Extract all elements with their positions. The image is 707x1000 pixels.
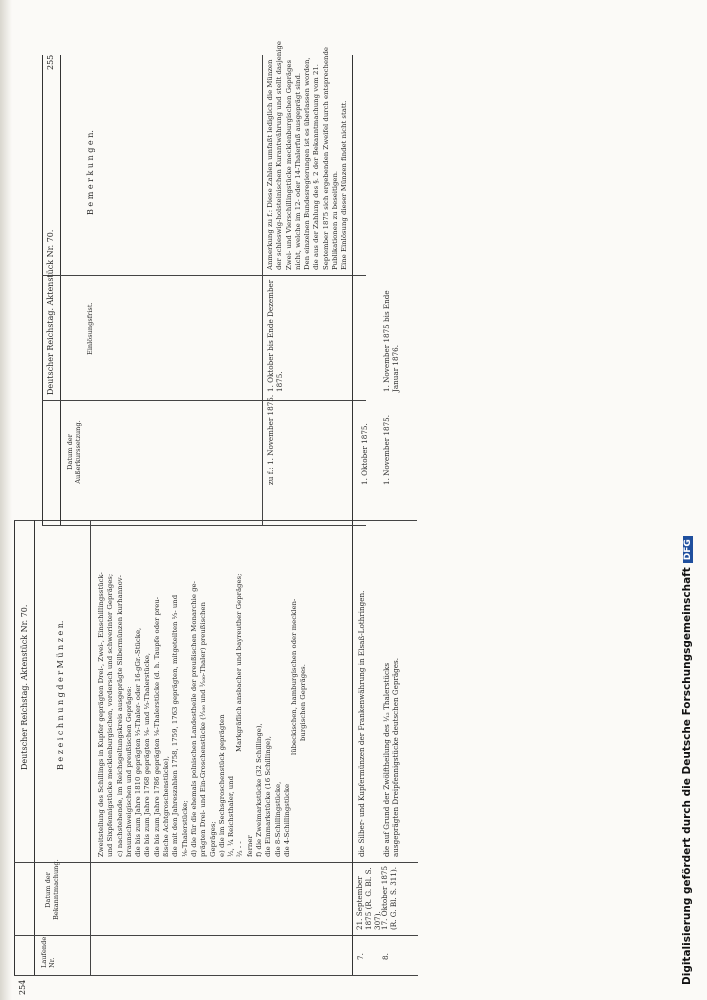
- remark-line: Zwei- und Vierschillingstücke mecklenburgischen Gepräges: [284, 59, 293, 270]
- entry-8-datum: 17. Oktober 1875 (R. G. Bl. S. 311).: [380, 865, 398, 930]
- entry-7-nr: 7.: [356, 953, 365, 960]
- bracket-note: Markgräflich ansbacher und bayreuther Gepräges;: [235, 573, 243, 752]
- left-row-sep: [352, 520, 353, 975]
- bracket-note-luebeck: [290, 599, 309, 755]
- row2-datum: 1. Oktober 1875.: [360, 423, 369, 485]
- col-header-bemerkungen: B e m e r k u n g e n.: [86, 130, 95, 215]
- row1-datum: zu f.: 1. November 1875.: [266, 394, 275, 485]
- text-line: ⅙-Thalerstücke;: [180, 800, 189, 857]
- text-line: f) die Zweimarkstücke (32 Schillinge),: [255, 723, 264, 857]
- right-col-datum: [42, 400, 366, 401]
- col-header-ausserkurs: Datum der Außerkurssetzung.: [66, 420, 82, 484]
- text-line: ferner: [245, 835, 254, 857]
- text-line: e) die im Sechsgroschenstück geprägten: [217, 714, 226, 857]
- left-frame-top: [14, 520, 15, 975]
- remark-line: Publikationen zu beseitigen.: [331, 170, 340, 270]
- bracket-note: lübeckischen, hamburgischen oder mecklen-: [290, 598, 298, 755]
- entry-8-text: die auf Grund der Zwölftheilung des ¹⁄₁₂ Thalerstücks ausgeprägten Dreipfennigstücke deutschen Gepräges.: [382, 657, 400, 857]
- text-line: die bis zum Jahre 1768 geprägten ⅙- und ⅓-Thalerstücke,: [143, 652, 152, 857]
- text-line: c) nachstehende, im Reichsgeltungskreis ausgeprägte Silbermünzen kurhannov-: [115, 575, 124, 857]
- right-header-bottom: [262, 55, 263, 525]
- remark-line: Eine Einlösung dieser Münzen findet nicht statt.: [340, 100, 349, 270]
- entry-8-nr: 8.: [381, 953, 390, 960]
- text-line: Gepräges;: [208, 821, 217, 857]
- dfg-logo: DFG: [683, 536, 693, 563]
- left-col-lfd: [14, 935, 418, 936]
- entry-7-datum: 21. September 1875 (R. G. Bl. S. 307).: [355, 867, 382, 930]
- remark-line: nicht, welche im 12- oder 14-Thalerfuß ausgeprägt sind.: [293, 72, 302, 270]
- dfg-funding-banner: [681, 536, 693, 985]
- text-line: ßische Achtgroschenstücke),: [162, 756, 171, 857]
- right-header-line: [60, 55, 61, 525]
- right-running-header: Deutscher Reichstag. Aktenstück Nr. 70.: [46, 229, 55, 395]
- col-header-lfd: Laufende Nr.: [40, 936, 56, 968]
- right-page-number: 255: [46, 54, 55, 70]
- text-line: die Einmarkstücke (16 Schillinge),: [264, 736, 273, 857]
- text-line: Zweitstellung des Schillings in Kupfer geprägten Drei-, Zwei-, Einschillingsstück-: [97, 572, 105, 857]
- remark-line: September 1875 sich ergebenden Zweifel durch entsprechende: [321, 47, 330, 270]
- left-header-bottom: [90, 520, 91, 975]
- remark-line: die aus der Zahlung des §. 2 der Bekanntmachung vom 21.: [312, 64, 321, 270]
- text-line: ¹⁄₂, ¹⁄₄ Reichsthaler, und: [227, 775, 236, 857]
- col-header-datum: Datum der Bekanntmachung.: [44, 859, 60, 920]
- left-running-header: Deutscher Reichstag. Aktenstück Nr. 70.: [20, 604, 29, 770]
- row1-frist: 1. Oktober bis Ende Dezember 1875.: [266, 279, 284, 392]
- text-line: und Sixpfennigstücke mecklenburgischen, vordersch und schwerinter Gepräges;: [106, 573, 115, 857]
- text-line: ²⁄₃ - -: [236, 841, 245, 857]
- right-bottom-edge: [42, 525, 366, 526]
- text-line: prägten Drei- und Ein-Groschenstücke (¹⁄₁₀₀ und ¹⁄₁₀₀-Thaler) preußischen: [199, 602, 208, 857]
- left-frame-right: [14, 520, 417, 521]
- bracket-note-ansbach: [235, 574, 244, 752]
- entry-7-text: die Silber- und Kupfermünzen der Frankenwährung in Elsaß-Lothringen.: [357, 590, 366, 857]
- text-line: die 8-Schillingstücke,: [273, 781, 282, 857]
- text-line: d) die für die ehemals polnischen Landestheile der preußischen Monarchie ge-: [189, 581, 198, 857]
- text-line: die 4-Schillingstücke: [282, 783, 291, 857]
- left-header-line: [34, 520, 35, 975]
- right-row-sep: [352, 55, 353, 525]
- left-page-number: 254: [18, 979, 27, 995]
- bracket-note: burgischen Gepräges.: [299, 664, 308, 741]
- col-header-bezeichnung: B e z e i c h n u n g d e r M ü n z e n.: [56, 620, 65, 770]
- left-bottom-edge: [14, 975, 418, 976]
- row1-bemerkung: [266, 41, 350, 270]
- text-line: die mit den Jahreszahlen 1758, 1759, 1763 geprägten, mitgeteilten ⅓- und: [171, 594, 180, 857]
- text-line: die bis zum Jahre 1786 geprägten ⅙-Thalerstücke (d. h. Taupfe oder preu-: [152, 596, 161, 857]
- right-col-frist: [42, 275, 366, 276]
- text-line: braunschweigischen und preußischen Gepräges:: [124, 686, 133, 857]
- remark-line: Den einzelnen Bundesregierungen ist es überlassen worden,: [303, 57, 312, 270]
- right-frame-top: [42, 55, 43, 525]
- row3-frist: 1. November 1875 bis Ende Januar 1876.: [382, 290, 400, 392]
- remark-line: der schleswig-holsteinischen Kurantwährung und stellt dasjenige: [275, 41, 284, 270]
- text-line: die bis zum Jahre 1810 geprägten ⅓-Thaler- oder 16-gGr.-Stücke,: [134, 627, 143, 857]
- row3-datum: 1. November 1875.: [382, 414, 391, 485]
- remark-line: Anmerkung zu f.: Diese Zahlen umfaßt lediglich die Münzen: [266, 59, 274, 270]
- scan-edge-shadow: [0, 0, 12, 1000]
- col-header-einloesung: Einlösungsfrist.: [86, 302, 94, 355]
- bezeichnung-text-block: [97, 572, 292, 857]
- banner-text: Digitalisierung gefördert durch die Deutsche Forschungsgemeinschaft: [681, 567, 693, 985]
